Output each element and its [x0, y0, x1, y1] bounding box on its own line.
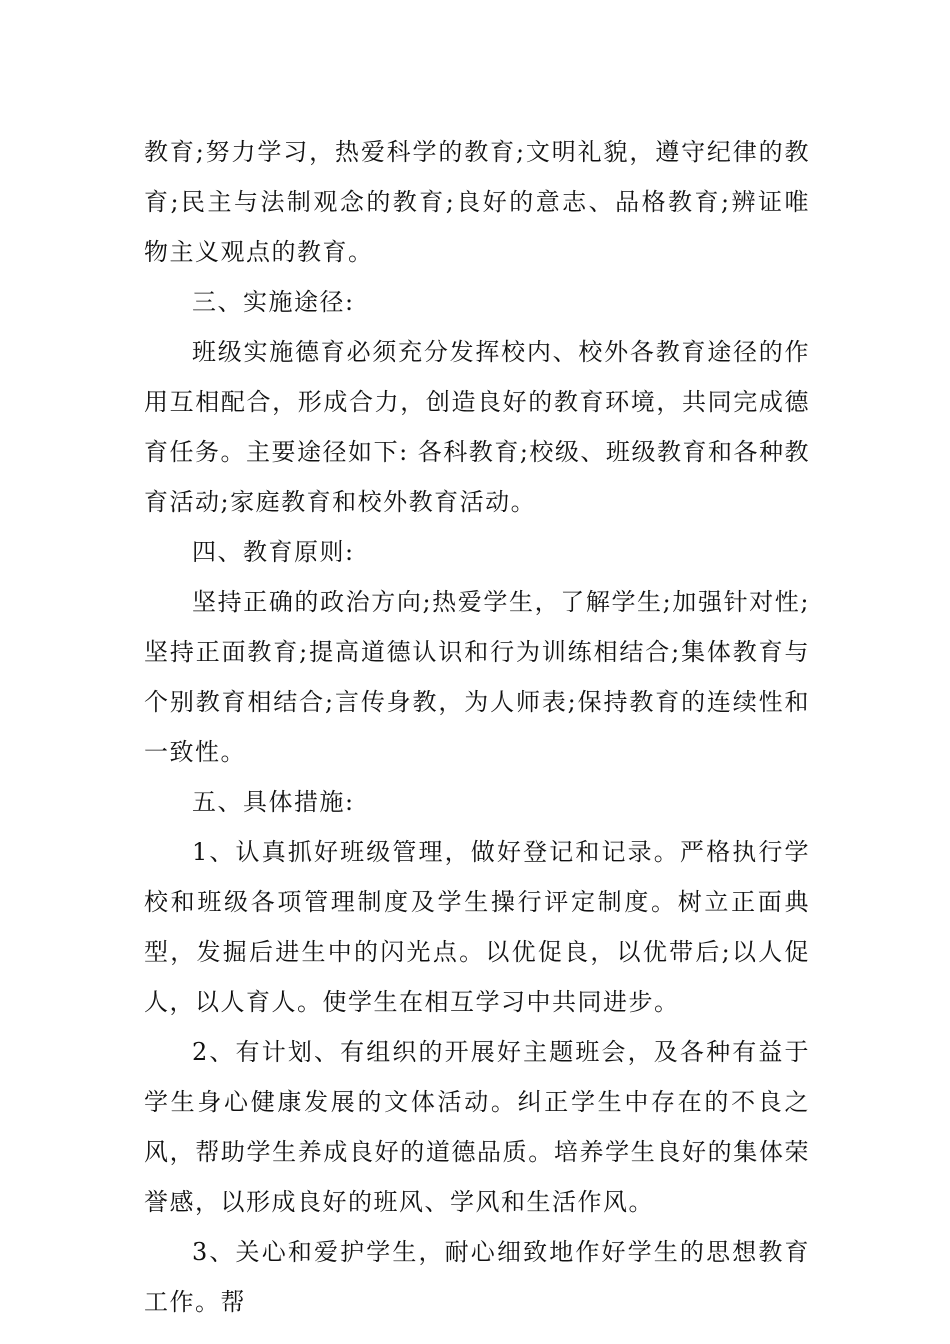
paragraph-continuation: 教育;努力学习，热爱科学的教育;文明礼貌，遵守纪律的教育;民主与法制观念的教育;良好的意志、品格教育;辨证唯物主义观点的教育。 — [144, 138, 810, 266]
paragraph-implementation: 班级实施德育必须充分发挥校内、校外各教育途径的作用互相配合，形成合力，创造良好的教育环境，共同完成德育任务。主要途径如下: 各科教育;校级、班级教育和各种教育活动;家庭教育和校外教育活动。 — [144, 338, 810, 516]
paragraph-measure-2: 2、有计划、有组织的开展好主题班会，及各种有益于学生身心健康发展的文体活动。纠正学生中存在的不良之风，帮助学生养成良好的道德品质。培养学生良好的集体荣誉感，以形成良好的班风、学风和生活作风。 — [144, 1038, 810, 1216]
paragraph-measure-1: 1、认真抓好班级管理，做好登记和记录。严格执行学校和班级各项管理制度及学生操行评定制度。树立正面典型，发掘后进生中的闪光点。以优促良，以优带后;以人促人，以人育人。使学生在相互学习中共同进步。 — [144, 838, 810, 1016]
section-heading-measures: 五、具体措施: — [192, 788, 355, 816]
section-heading-principles: 四、教育原则: — [192, 538, 355, 566]
paragraph-principles: 坚持正确的政治方向;热爱学生，了解学生;加强针对性;坚持正面教育;提高道德认识和行为训练相结合;集体教育与个别教育相结合;言传身教，为人师表;保持教育的连续性和一致性。 — [144, 588, 810, 766]
document-body — [144, 127, 810, 1327]
section-heading-implementation: 三、实施途径: — [192, 288, 355, 316]
paragraph-measure-3: 3、关心和爱护学生，耐心细致地作好学生的思想教育工作。帮 — [144, 1238, 810, 1316]
